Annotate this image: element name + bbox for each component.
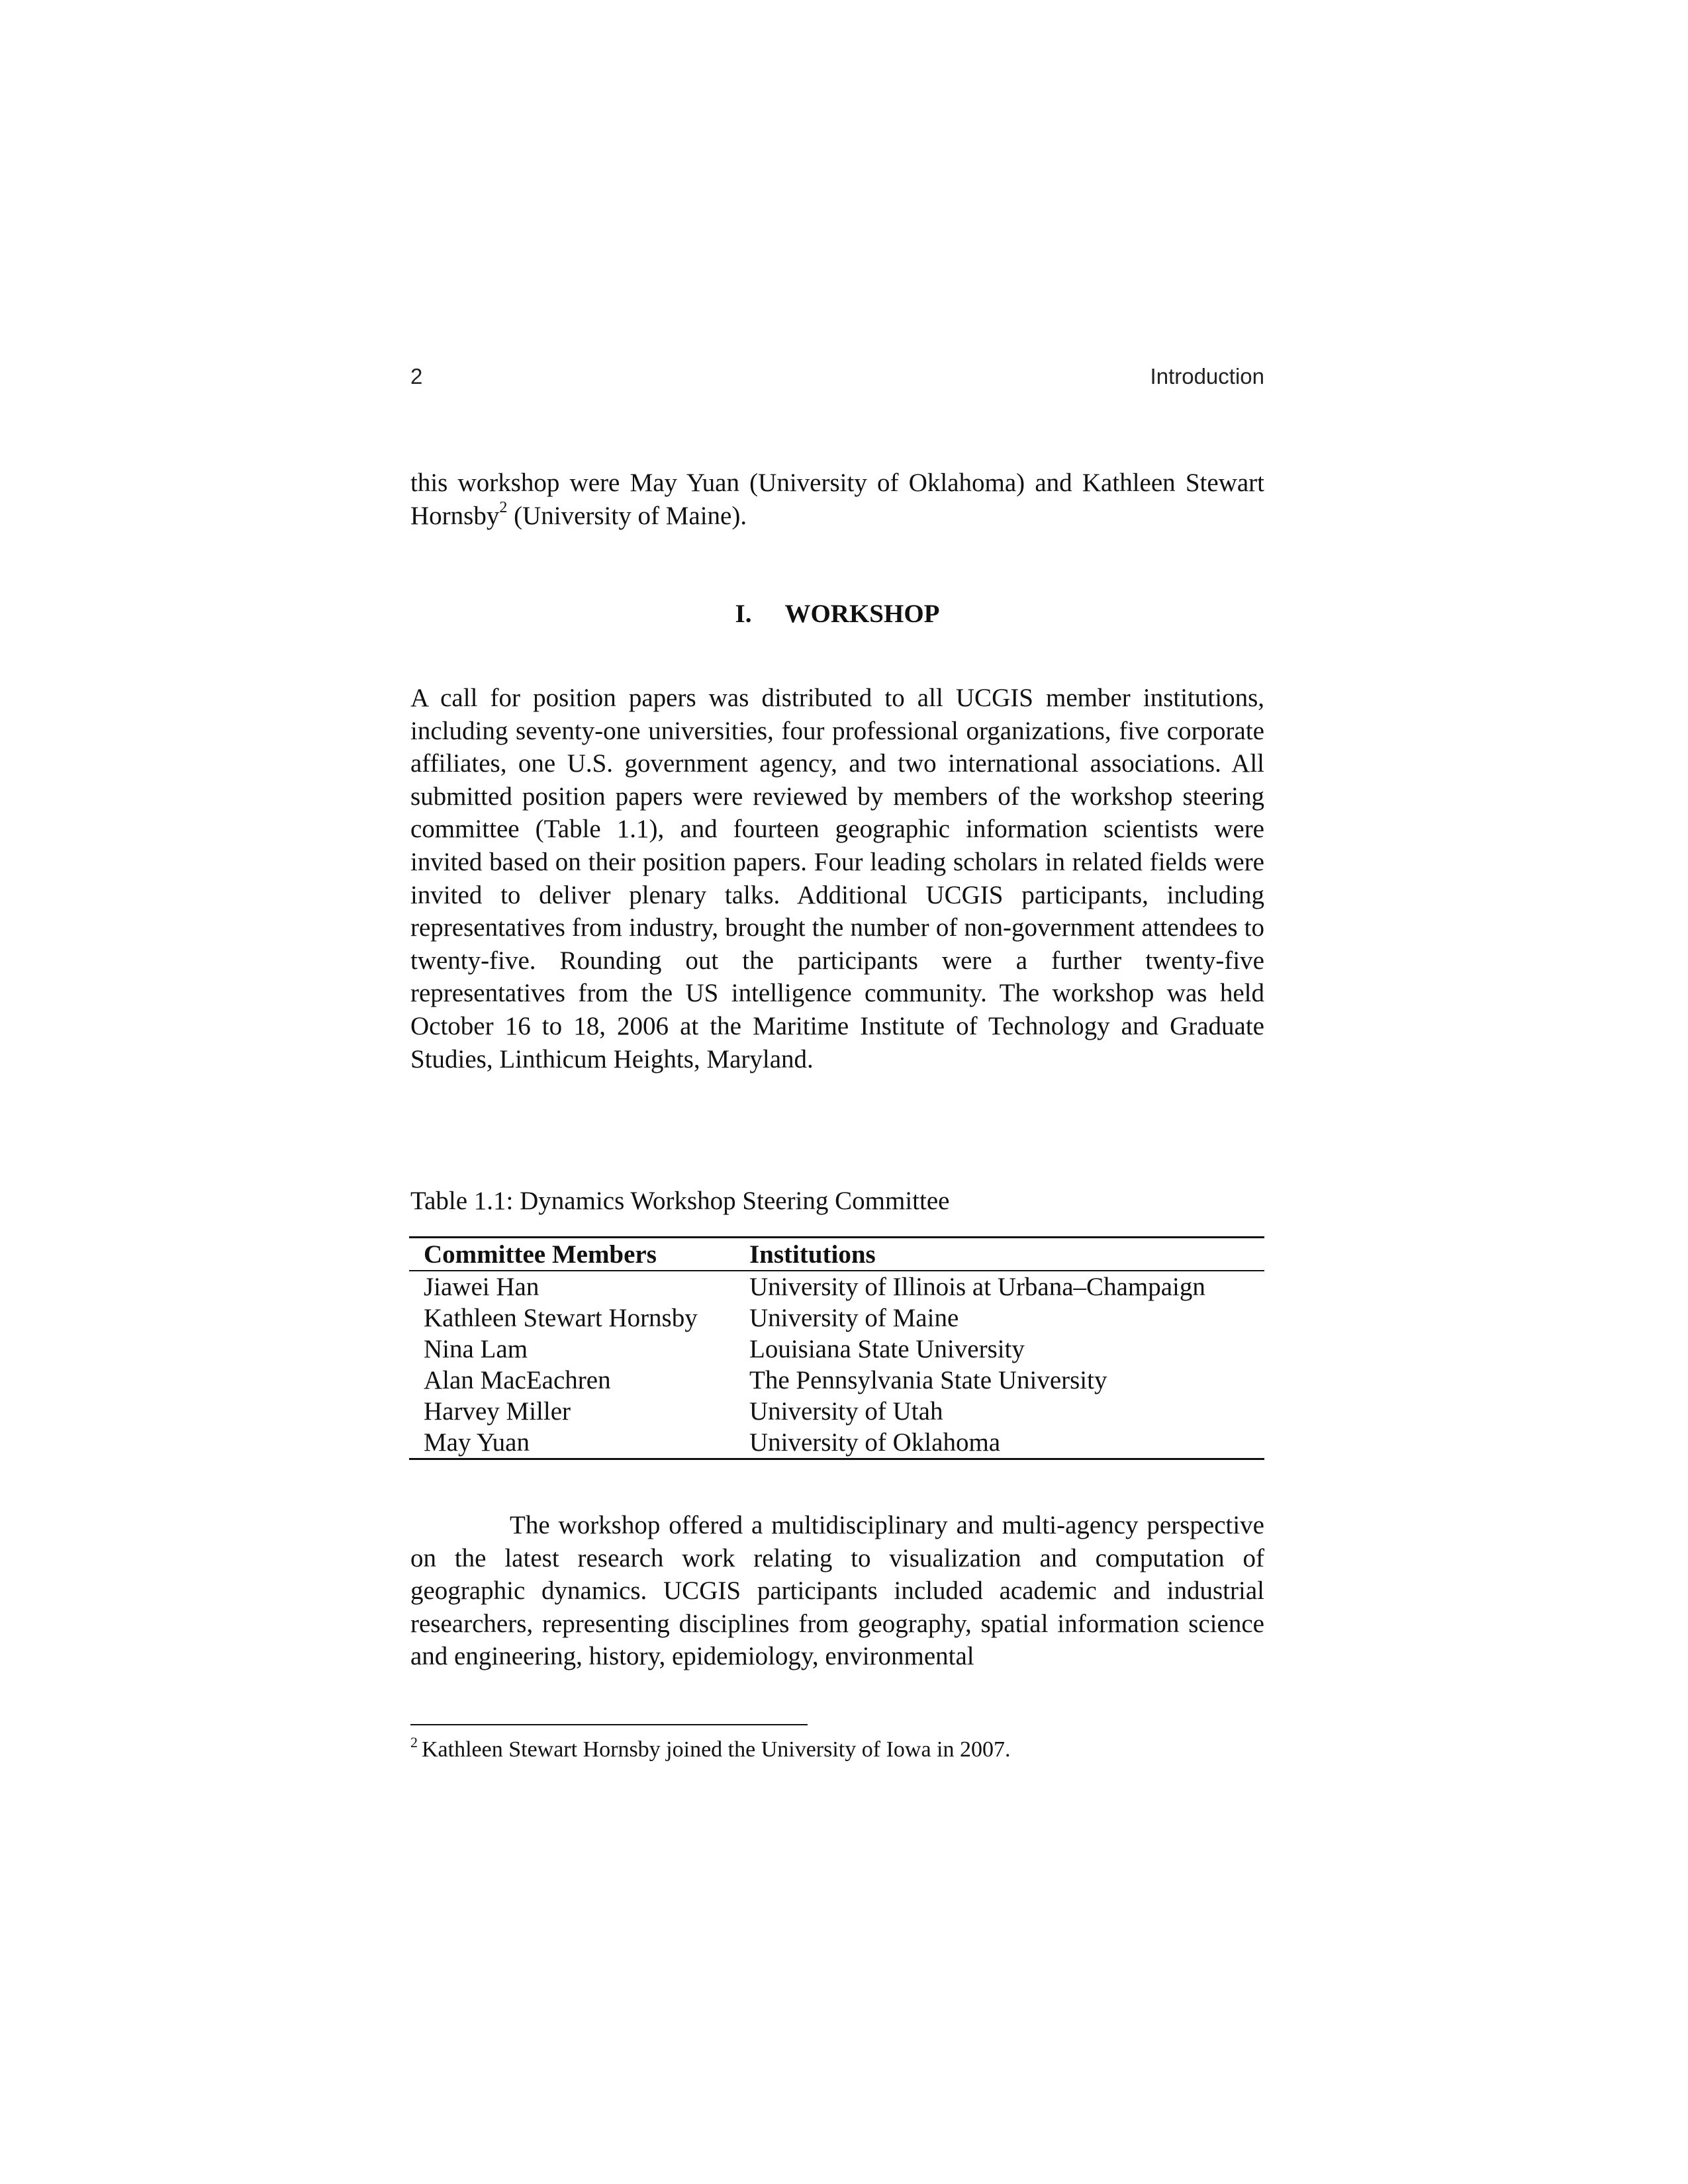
section-number: I. (735, 600, 752, 628)
section-heading (410, 599, 1264, 629)
table-row (409, 1302, 1264, 1334)
running-head-section: Introduction (1150, 364, 1264, 388)
member-institution: University of Illinois at Urbana–Champaign (749, 1273, 1205, 1301)
steering-committee-table (409, 1236, 1264, 1460)
member-name: Nina Lam (424, 1335, 528, 1363)
member-name: Alan MacEachren (424, 1366, 611, 1394)
running-head (410, 364, 1264, 397)
call-for-papers-paragraph: A call for position papers was distributed to all UCGIS member institutions, including seventy-one universities, four professional organizations, five corporate affiliates, one U.S. government agency, and two international associations. All submitted position papers were reviewed by members of the workshop steering committee (Table 1.1), and fourteen geographic information scientists were invited based on their position papers. Four leading scholars in related fields were invited to deliver plenary talks. Additional UCGIS participants, including representatives from industry, brought the number of non-government attendees to twenty-five. Rounding out the participants were a further twenty-five representatives from the US intelligence community. The workshop was held October 16 to 18, 2006 at the Maritime Institute of Technology and Graduate Studies, Linthicum Heights, Maryland. (410, 684, 1264, 1073)
table-header-members: Committee Members (409, 1238, 735, 1271)
footnote-reference: 2 (499, 498, 508, 516)
footnote-divider (410, 1724, 808, 1725)
table-row (409, 1365, 1264, 1396)
table-row (409, 1427, 1264, 1459)
table-row (409, 1334, 1264, 1365)
table-header-row (409, 1238, 1264, 1271)
footnote-text: Kathleen Stewart Hornsby joined the University of Iowa in 2007. (422, 1737, 1011, 1762)
footnote-marker: 2 (410, 1733, 418, 1751)
member-institution: University of Utah (749, 1397, 943, 1426)
footnote (410, 1735, 1010, 1764)
intro-text: this workshop were May Yuan (University of Oklahoma) and Kathleen Stewart Hornsby (410, 469, 1264, 530)
table-header-institutions: Institutions (735, 1238, 1264, 1271)
intro-paragraph (410, 467, 1264, 532)
table-caption: Table 1.1: Dynamics Workshop Steering Committee (410, 1187, 950, 1215)
member-institution: Louisiana State University (749, 1335, 1025, 1363)
page-number: 2 (410, 364, 423, 388)
member-name: May Yuan (409, 1427, 735, 1459)
member-institution: The Pennsylvania State University (749, 1366, 1107, 1394)
section-title: WORKSHOP (784, 600, 940, 628)
member-name: Jiawei Han (424, 1273, 539, 1301)
member-name: Harvey Miller (424, 1397, 571, 1426)
intro-text-end: (University of Maine). (507, 501, 747, 530)
member-name: Kathleen Stewart Hornsby (424, 1304, 698, 1332)
member-institution: University of Oklahoma (735, 1427, 1264, 1459)
workshop-offered-paragraph: The workshop offered a multidisciplinary and multi-agency perspective on the latest research work relating to visualization and computation of geographic dynamics. UCGIS participants included academic and industrial researchers, representing disciplines from geography, spatial information science and engineering, history, epidemiology, environmental (410, 1511, 1264, 1671)
table-row (409, 1271, 1264, 1302)
member-institution: University of Maine (749, 1304, 959, 1332)
table-row (409, 1396, 1264, 1427)
